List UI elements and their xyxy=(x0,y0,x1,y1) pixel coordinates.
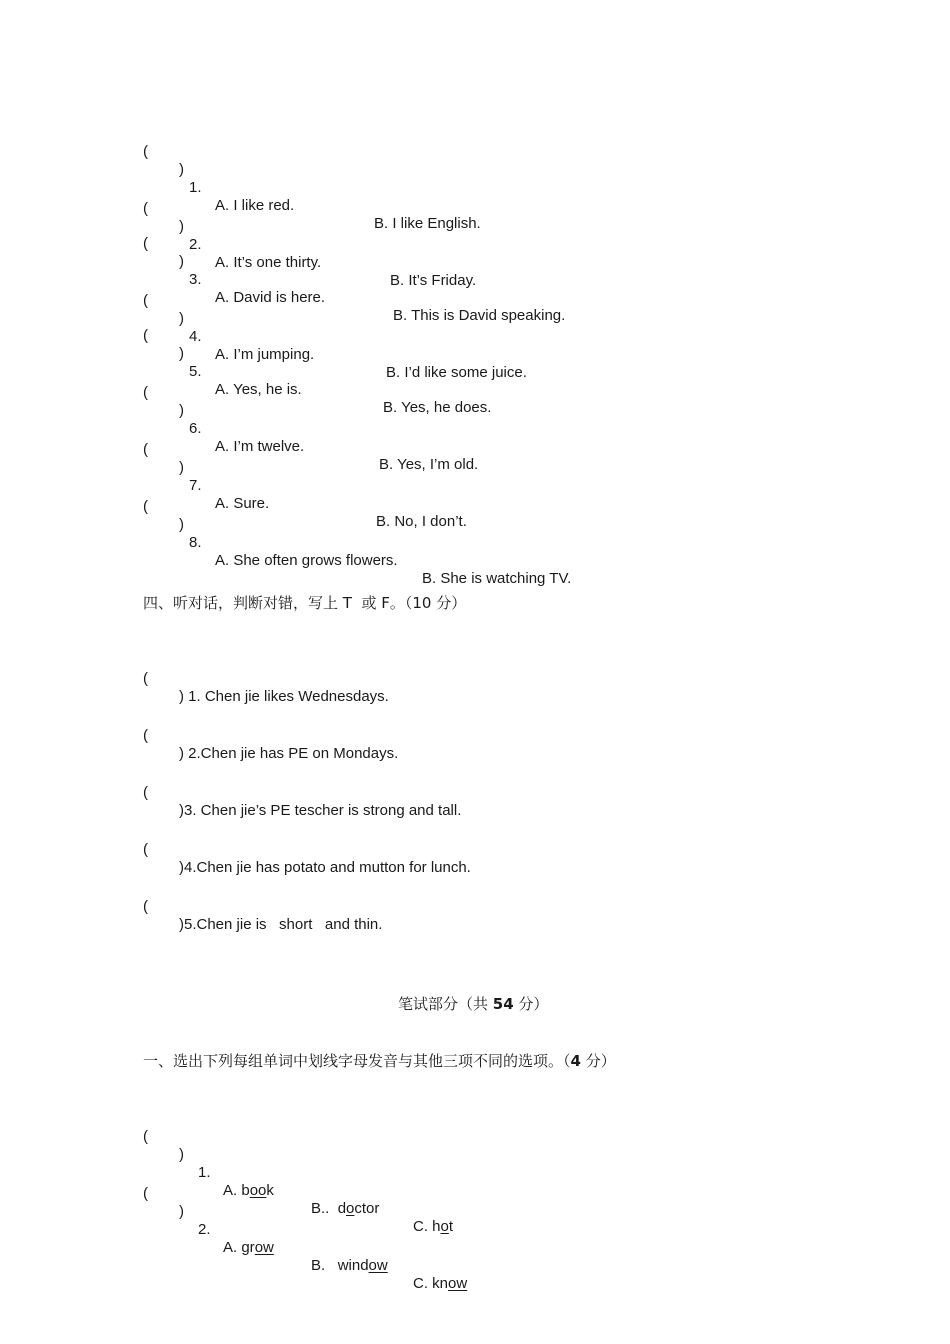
question-number: 3. xyxy=(189,271,202,288)
option-a: A. David is here. xyxy=(215,289,326,306)
answer-bracket-open: ( xyxy=(143,498,148,515)
option-b: B. window xyxy=(311,1257,388,1274)
option-a: A. Sure. xyxy=(215,495,270,512)
question-number: 1. xyxy=(198,1164,211,1181)
answer-bracket-open: ( xyxy=(143,727,148,744)
answer-bracket-close: ) xyxy=(179,1146,184,1163)
answer-bracket-open: ( xyxy=(143,235,148,252)
answer-bracket-open: ( xyxy=(143,292,148,309)
question-number: 2. xyxy=(189,236,202,253)
option-b: B. It’s Friday. xyxy=(390,272,477,289)
option-c: C. know xyxy=(413,1275,468,1292)
answer-bracket-close: ) xyxy=(179,253,184,270)
option-a: A. I’m twelve. xyxy=(215,438,305,455)
option-b: B.. doctor xyxy=(311,1200,380,1217)
answer-bracket-close: ) xyxy=(179,402,184,419)
section-heading xyxy=(143,1052,616,1070)
answer-bracket-open: ( xyxy=(143,441,148,458)
title-score: 54 xyxy=(492,995,514,1013)
question-number: 5. xyxy=(189,363,202,380)
question-number: 7. xyxy=(189,477,202,494)
option-a: A. She often grows flowers. xyxy=(215,552,398,569)
answer-bracket-close: ) xyxy=(179,310,184,327)
option-b: B. She is watching TV. xyxy=(422,570,572,587)
answer-bracket-open: ( xyxy=(143,670,148,687)
statement-text: ) 1. Chen jie likes Wednesdays. xyxy=(179,688,389,705)
question-number: 6. xyxy=(189,420,202,437)
question-number: 4. xyxy=(189,328,202,345)
option-b: B. I’d like some juice. xyxy=(386,364,527,381)
answer-bracket-open: ( xyxy=(143,1185,148,1202)
section-score-suffix: 分） xyxy=(580,1052,616,1070)
answer-bracket-open: ( xyxy=(143,384,148,401)
answer-bracket-close: ) xyxy=(179,459,184,476)
option-b: B. Yes, he does. xyxy=(383,399,492,416)
answer-bracket-close: ) xyxy=(179,218,184,235)
title-prefix: 笔试部分（共 xyxy=(398,995,493,1013)
answer-bracket-open: ( xyxy=(143,841,148,858)
question-number: 8. xyxy=(189,534,202,551)
answer-bracket-open: ( xyxy=(143,143,148,160)
option-b: B. This is David speaking. xyxy=(393,307,566,324)
option-b: B. No, I don’t. xyxy=(376,513,467,530)
answer-bracket-open: ( xyxy=(143,200,148,217)
answer-bracket-open: ( xyxy=(143,1128,148,1145)
answer-bracket-open: ( xyxy=(143,327,148,344)
answer-bracket-close: ) xyxy=(179,161,184,178)
option-a: A. I’m jumping. xyxy=(215,346,315,363)
statement-text: )5.Chen jie is short and thin. xyxy=(179,916,383,933)
statement-text: )4.Chen jie has potato and mutton for lunch. xyxy=(179,859,471,876)
option-c: C. hot xyxy=(413,1218,454,1235)
option-a: A. book xyxy=(223,1182,274,1199)
question-number: 2. xyxy=(198,1221,211,1238)
option-a: A. I like red. xyxy=(215,197,295,214)
answer-bracket-close: ) xyxy=(179,516,184,533)
answer-bracket-open: ( xyxy=(143,898,148,915)
question-number: 1. xyxy=(189,179,202,196)
title-suffix: 分） xyxy=(513,995,549,1013)
section-score: 4 xyxy=(570,1052,581,1070)
answer-bracket-close: ) xyxy=(179,1203,184,1220)
answer-bracket-close: ) xyxy=(179,345,184,362)
section-heading: 四、听对话，判断对错，写上 T 或 F。（10 分） xyxy=(143,594,467,612)
written-part-title xyxy=(398,995,548,1013)
option-a: A. grow xyxy=(223,1239,274,1256)
section-instruction: 一、选出下列每组单词中划线字母发音与其他三项不同的选项。（ xyxy=(143,1052,571,1070)
option-b: B. Yes, I’m old. xyxy=(379,456,479,473)
statement-text: ) 2.Chen jie has PE on Mondays. xyxy=(179,745,399,762)
statement-text: )3. Chen jie’s PE tescher is strong and tall. xyxy=(179,802,462,819)
option-a: A. It’s one thirty. xyxy=(215,254,322,271)
answer-bracket-open: ( xyxy=(143,784,148,801)
option-a: A. Yes, he is. xyxy=(215,381,302,398)
option-b: B. I like English. xyxy=(374,215,481,232)
list-item xyxy=(143,880,383,952)
